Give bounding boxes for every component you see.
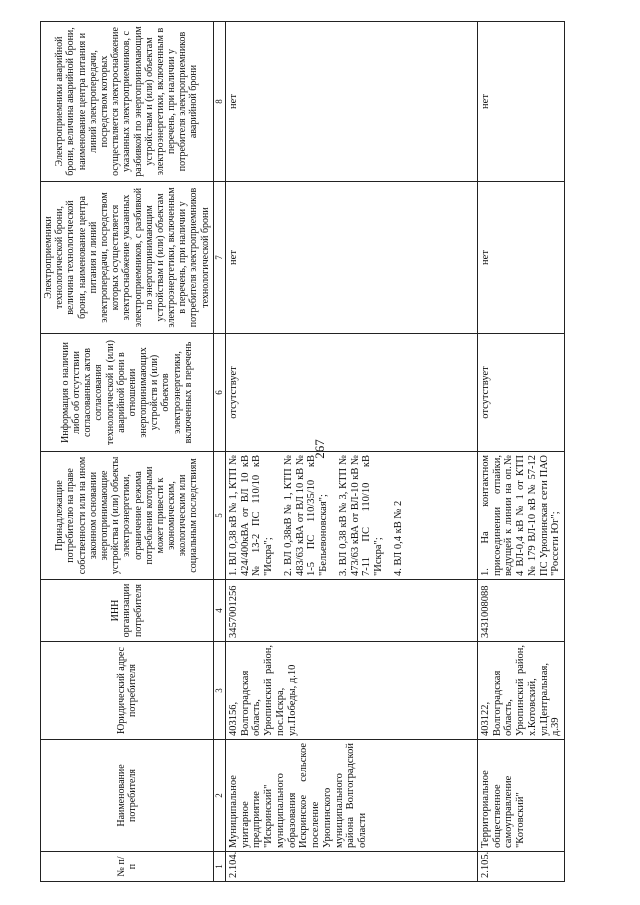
column-number: 3 [213, 642, 225, 740]
tech-reserve-value: нет [477, 182, 564, 334]
header-acts: Информация о наличии либо об отсутствии согласованных актов согласования технологической и (или) аварийной брони в отношении энергопринимающих устройств и (или) объектов электроэнергетики, включенных в перечень [41, 334, 214, 452]
consumer-address: 403122, Волгоградская область, Урюпинский район, х.Котовский, ул.Центральная, д.39 [477, 642, 564, 740]
row-num: 2.105. [477, 852, 564, 882]
header-devices: Принадлежащие потребителю на праве собственности или на ином законном основании энергопринимающие устройства и (или) объекты электроэнергетики, ограничение режима потребления которыми может привести к экономическим, экологическим или социальным последствиям [41, 452, 214, 580]
header-num: № п/п [41, 852, 214, 882]
consumer-name: Муниципальное унитарное предприятие "Искринский" муниципального образования Искринское сельское поселение Урюпинского муниципального района Волгоградской области [225, 740, 477, 852]
column-number: 8 [213, 22, 225, 182]
header-tech-reserve: Электроприемники технологической брони, величина технологической брони, наименование центра питания и линий электропередачи, посредством которых осуществляется электроснабжение указанных электроприемников, с разбивкой по энергопринимающим устройствам и (или) объектам электроэнергетики, включенным в перечень, при наличии у потребителя электроприемников технологической брони [41, 182, 214, 334]
emergency-reserve-value: нет [477, 22, 564, 182]
column-number: 4 [213, 580, 225, 642]
reserve-table [40, 21, 565, 882]
column-number: 5 [213, 452, 225, 580]
consumer-inn: 3457001256 [225, 580, 477, 642]
header-name: Наименование потребителя [41, 740, 214, 852]
table-row [477, 22, 564, 882]
device-item: 2. ВЛ 0,38кВ № 1, КТП № 483/63 кВА от ВЛ 10 кВ № 1-5 ПС 110/35/10 кВ "Бельевоновская"; [282, 455, 330, 576]
column-number: 7 [213, 182, 225, 334]
header-emergency-reserve: Электроприемники аварийной брони, величина аварийной брони, наименование центра питания и линий электропередачи, посредством которых осуществляется электроснабжение указанных электроприемников, с разбивкой по энергопринимающим устройствам и (или) объектам электроэнергетики, включенным в перечень, при наличии у потребителя электроприемников аварийной брони [41, 22, 214, 182]
device-item: 1. ВЛ 0,38 кВ № 1, КТП № 424/400кВА от ВЛ 10 кВ № 13-2 ПС 110/10 кВ "Искра"; [227, 455, 275, 576]
row-num: 2.104. [225, 852, 477, 882]
devices-cell [477, 452, 564, 580]
column-number: 2 [213, 740, 225, 852]
device-item: 1. На контактном присоединении отпайки, ведущей к линии на оп.№ 4 ВЛ-0,4 кВ № 1 от КТП № 179 ВЛ-10 кВ № 57-12 ПС Урюпинская сети ПАО "Россети Юг"; [479, 455, 562, 576]
emergency-reserve-value: нет [225, 22, 477, 182]
page-number: 267 [312, 439, 327, 459]
device-item: 4. ВЛ 0,4 кВ № 2 [392, 500, 404, 576]
device-item: 3. ВЛ 0,38 кВ № 3, КТП № 473/63 кВА от ВЛ-10 кВ № 7-11 ПС 110/10 кВ "Искра"; [337, 455, 385, 576]
column-numbers-row [213, 22, 225, 882]
acts-status: отсутствует [477, 334, 564, 452]
column-number: 1 [213, 852, 225, 882]
consumer-address: 403156, Волгоградская область, Урюпинский район, пос.Искра, ул.Победы, д.10 [225, 642, 477, 740]
header-inn: ИНН организации потребителя [41, 580, 214, 642]
column-number: 6 [213, 334, 225, 452]
header-address: Юридический адрес потребителя [41, 642, 214, 740]
acts-status: отсутствует [225, 334, 477, 452]
table-row [225, 22, 477, 882]
tech-reserve-value: нет [225, 182, 477, 334]
devices-cell [225, 452, 477, 580]
rotated-table-sheet [40, 22, 620, 882]
consumer-name: Территориальное общественное самоуправление "Котовский" [477, 740, 564, 852]
table-header-row [41, 22, 214, 882]
consumer-inn: 3431008088 [477, 580, 564, 642]
